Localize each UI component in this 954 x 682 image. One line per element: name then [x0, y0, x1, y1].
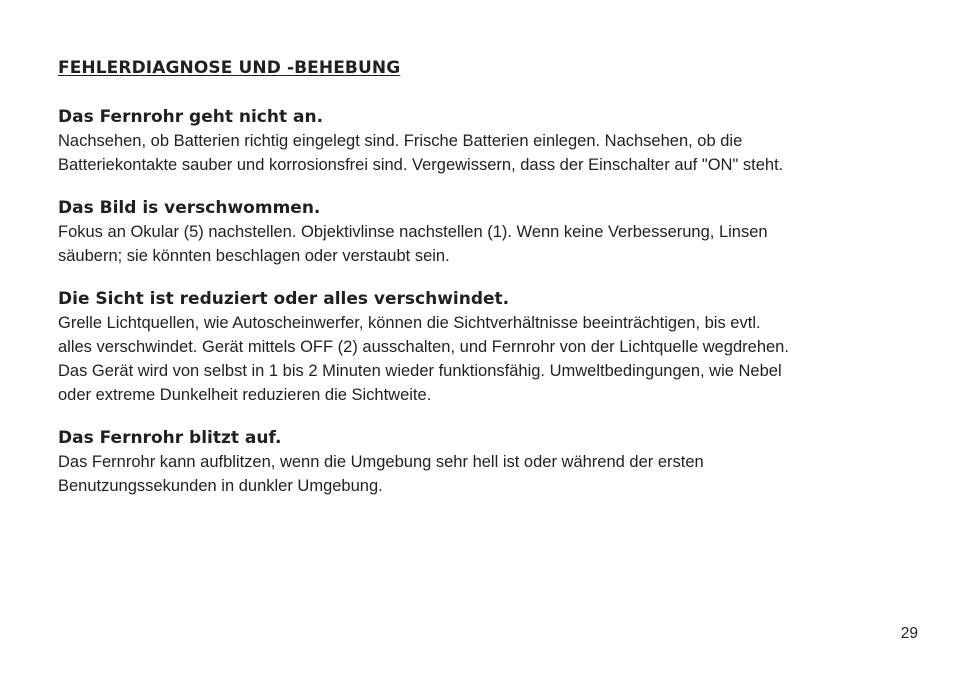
section-body [58, 129, 918, 177]
body-line: oder extreme Dunkelheit reduzieren die Sichtweite. [58, 386, 432, 404]
page-title: FEHLERDIAGNOSE UND -BEHEBUNG [58, 58, 401, 78]
section-body [58, 450, 918, 498]
body-line: Das Gerät wird von selbst in 1 bis 2 Minuten wieder funktionsfähig. Umweltbedingungen, wie Nebel [58, 362, 782, 380]
section-title: Das Bild is verschwommen. [58, 198, 321, 218]
body-line: Grelle Lichtquellen, wie Autoscheinwerfer, können die Sichtverhältnisse beeinträchtigen, bis evtl. [58, 314, 761, 332]
body-line: Fokus an Okular (5) nachstellen. Objektivlinse nachstellen (1). Wenn keine Verbesserung, Linsen [58, 223, 768, 241]
troubleshooting-section-1 [58, 106, 918, 177]
section-title: Die Sicht ist reduziert oder alles verschwindet. [58, 289, 510, 309]
troubleshooting-section-2 [58, 197, 918, 268]
body-line: säubern; sie könnten beschlagen oder verstaubt sein. [58, 247, 450, 265]
body-line: Batteriekontakte sauber und korrosionsfrei sind. Vergewissern, dass der Einschalter auf "ON" steht. [58, 156, 784, 174]
document-page [58, 56, 918, 518]
troubleshooting-section-3 [58, 288, 918, 407]
body-line: alles verschwindet. Gerät mittels OFF (2) ausschalten, und Fernrohr von der Lichtquelle wegdrehen. [58, 338, 789, 356]
section-body [58, 311, 918, 407]
page-number: 29 [900, 625, 918, 642]
section-title: Das Fernrohr geht nicht an. [58, 107, 324, 127]
body-line: Das Fernrohr kann aufblitzen, wenn die Umgebung sehr hell ist oder während der ersten [58, 453, 704, 471]
body-line: Benutzungssekunden in dunkler Umgebung. [58, 477, 383, 495]
section-body [58, 220, 918, 268]
troubleshooting-section-4 [58, 427, 918, 498]
section-title: Das Fernrohr blitzt auf. [58, 428, 282, 448]
body-line: Nachsehen, ob Batterien richtig eingelegt sind. Frische Batterien einlegen. Nachsehen, ob die [58, 132, 743, 150]
